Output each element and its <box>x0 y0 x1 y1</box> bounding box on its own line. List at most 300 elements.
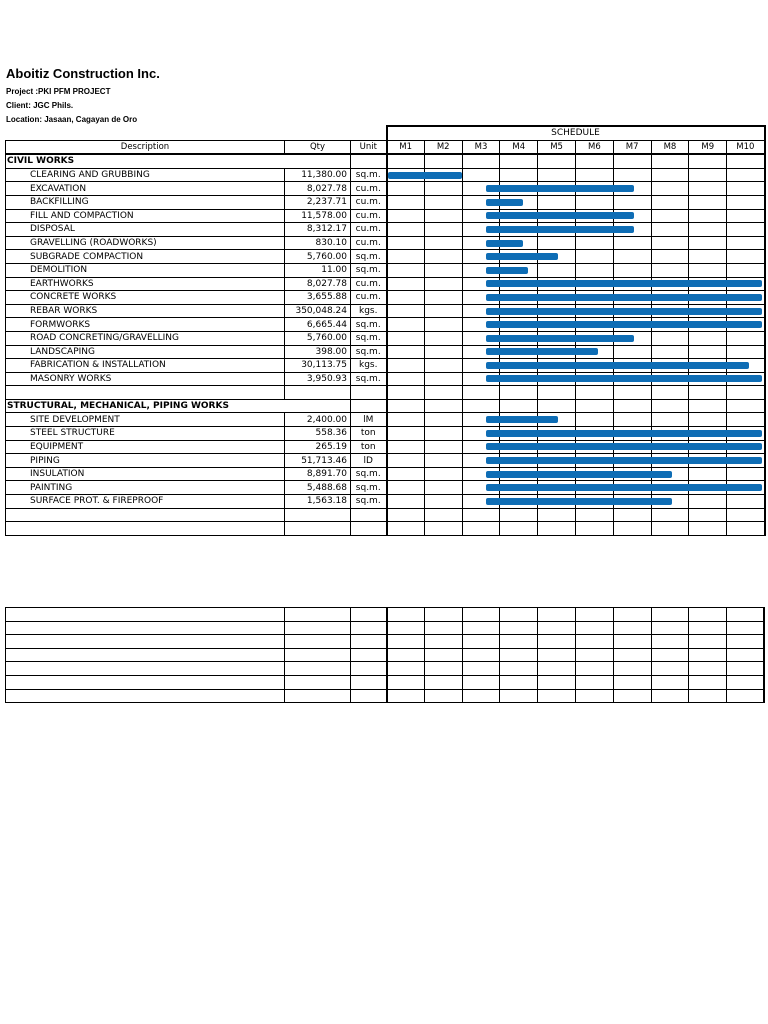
month-cell <box>613 359 651 373</box>
item-unit: sq.m. <box>351 263 387 277</box>
empty-cell <box>538 508 576 522</box>
item-unit: sq.m. <box>351 331 387 345</box>
month-cell <box>651 223 689 237</box>
month-cell <box>651 495 689 509</box>
empty-cell <box>689 648 727 662</box>
item-qty: 2,400.00 <box>285 413 351 427</box>
empty-cell <box>500 675 538 689</box>
month-cell <box>538 413 576 427</box>
item-qty: 30,113.75 <box>285 359 351 373</box>
blank-row <box>6 522 765 536</box>
empty-cell <box>424 635 462 649</box>
month-cell <box>613 427 651 441</box>
month-cell <box>424 236 462 250</box>
item-description: STEEL STRUCTURE <box>6 427 285 441</box>
empty-cell <box>285 675 351 689</box>
empty-cell <box>285 635 351 649</box>
month-cell <box>462 250 500 264</box>
empty-cell <box>500 399 538 413</box>
item-qty: 3,950.93 <box>285 372 351 386</box>
item-description: SUBGRADE COMPACTION <box>6 250 285 264</box>
header-month: M6 <box>575 140 613 154</box>
empty-cell <box>689 689 727 703</box>
empty-cell <box>424 621 462 635</box>
header-month: M1 <box>387 140 425 154</box>
item-unit: kgs. <box>351 304 387 318</box>
schedule-title-row <box>6 126 765 140</box>
month-cell <box>538 277 576 291</box>
item-description: LANDSCAPING <box>6 345 285 359</box>
month-cell <box>613 413 651 427</box>
empty-cell <box>689 399 727 413</box>
month-cell <box>727 168 765 182</box>
month-cell <box>575 277 613 291</box>
month-cell <box>575 413 613 427</box>
month-cell <box>689 359 727 373</box>
month-cell <box>424 318 462 332</box>
month-cell <box>651 263 689 277</box>
month-cell <box>424 331 462 345</box>
empty-cell <box>387 508 425 522</box>
table-row <box>6 304 765 318</box>
month-cell <box>387 359 425 373</box>
month-cell <box>575 427 613 441</box>
header-month: M9 <box>689 140 727 154</box>
month-cell <box>613 345 651 359</box>
month-cell <box>575 318 613 332</box>
month-cell <box>575 440 613 454</box>
schedule-title: SCHEDULE <box>387 126 765 140</box>
item-description: EARTHWORKS <box>6 277 285 291</box>
empty-cell <box>351 126 387 140</box>
empty-cell <box>727 662 765 676</box>
item-description: GRAVELLING (ROADWORKS) <box>6 236 285 250</box>
month-cell <box>689 209 727 223</box>
blank-row <box>6 675 765 689</box>
item-unit: sq.m. <box>351 467 387 481</box>
item-description: PAINTING <box>6 481 285 495</box>
month-cell <box>538 304 576 318</box>
empty-cell <box>351 508 387 522</box>
empty-cell <box>351 648 387 662</box>
month-cell <box>575 331 613 345</box>
table-row <box>6 359 765 373</box>
empty-cell <box>285 662 351 676</box>
month-cell <box>424 413 462 427</box>
item-unit: cu.m. <box>351 182 387 196</box>
empty-cell <box>351 522 387 536</box>
month-cell <box>727 359 765 373</box>
month-cell <box>689 454 727 468</box>
blank-row <box>6 662 765 676</box>
empty-cell <box>424 522 462 536</box>
month-cell <box>651 359 689 373</box>
month-cell <box>500 250 538 264</box>
month-cell <box>689 223 727 237</box>
empty-cell <box>462 522 500 536</box>
empty-cell <box>689 662 727 676</box>
month-cell <box>727 250 765 264</box>
item-qty: 558.36 <box>285 427 351 441</box>
item-description: EXCAVATION <box>6 182 285 196</box>
month-cell <box>500 413 538 427</box>
month-cell <box>500 427 538 441</box>
empty-cell <box>6 126 285 140</box>
month-cell <box>387 440 425 454</box>
empty-cell <box>613 635 651 649</box>
month-cell <box>538 427 576 441</box>
section-header-row <box>6 399 765 413</box>
month-cell <box>387 372 425 386</box>
item-qty: 11,380.00 <box>285 168 351 182</box>
empty-cell <box>727 508 765 522</box>
month-cell <box>651 277 689 291</box>
month-cell <box>651 331 689 345</box>
month-cell <box>613 304 651 318</box>
client-line: Client: JGC Phils. <box>6 101 74 110</box>
empty-cell <box>613 648 651 662</box>
empty-cell <box>538 635 576 649</box>
item-qty: 3,655.88 <box>285 291 351 305</box>
empty-cell <box>285 386 351 400</box>
month-cell <box>387 481 425 495</box>
header-month: M2 <box>424 140 462 154</box>
empty-cell <box>462 662 500 676</box>
empty-cell <box>689 675 727 689</box>
month-cell <box>727 291 765 305</box>
table-row <box>6 277 765 291</box>
section-title: STRUCTURAL, MECHANICAL, PIPING WORKS <box>6 399 351 413</box>
month-cell <box>462 182 500 196</box>
empty-cell <box>351 675 387 689</box>
empty-cell <box>500 608 538 622</box>
empty-cell <box>727 154 765 168</box>
blank-grid <box>5 607 765 703</box>
empty-cell <box>575 689 613 703</box>
table-row <box>6 236 765 250</box>
empty-cell <box>575 675 613 689</box>
month-cell <box>462 168 500 182</box>
empty-cell <box>538 522 576 536</box>
month-cell <box>538 291 576 305</box>
item-qty: 350,048.24 <box>285 304 351 318</box>
month-cell <box>689 304 727 318</box>
empty-cell <box>6 675 285 689</box>
item-description: SURFACE PROT. & FIREPROOF <box>6 495 285 509</box>
month-cell <box>727 413 765 427</box>
month-cell <box>462 345 500 359</box>
month-cell <box>424 209 462 223</box>
table-row <box>6 481 765 495</box>
empty-cell <box>351 635 387 649</box>
empty-cell <box>651 675 689 689</box>
month-cell <box>387 209 425 223</box>
empty-cell <box>538 386 576 400</box>
item-description: SITE DEVELOPMENT <box>6 413 285 427</box>
month-cell <box>689 318 727 332</box>
item-qty: 8,027.78 <box>285 277 351 291</box>
month-cell <box>387 223 425 237</box>
empty-cell <box>651 399 689 413</box>
header-month: M3 <box>462 140 500 154</box>
month-cell <box>424 481 462 495</box>
item-unit: kgs. <box>351 359 387 373</box>
month-cell <box>651 467 689 481</box>
empty-cell <box>387 689 425 703</box>
empty-cell <box>500 635 538 649</box>
header-unit: Unit <box>351 140 387 154</box>
month-cell <box>651 454 689 468</box>
month-cell <box>727 331 765 345</box>
empty-cell <box>424 675 462 689</box>
empty-cell <box>387 621 425 635</box>
header-month: M4 <box>500 140 538 154</box>
month-cell <box>613 277 651 291</box>
header-month: M10 <box>727 140 765 154</box>
empty-cell <box>387 662 425 676</box>
empty-cell <box>387 522 425 536</box>
month-cell <box>575 168 613 182</box>
blank-row <box>6 648 765 662</box>
month-cell <box>613 209 651 223</box>
month-cell <box>613 372 651 386</box>
table-row <box>6 209 765 223</box>
month-cell <box>689 168 727 182</box>
empty-cell <box>500 648 538 662</box>
empty-cell <box>651 621 689 635</box>
month-cell <box>538 372 576 386</box>
month-cell <box>651 209 689 223</box>
empty-cell <box>6 508 285 522</box>
month-cell <box>538 236 576 250</box>
empty-cell <box>462 675 500 689</box>
month-cell <box>462 263 500 277</box>
month-cell <box>613 263 651 277</box>
month-cell <box>575 359 613 373</box>
item-unit: sq.m. <box>351 372 387 386</box>
month-cell <box>500 467 538 481</box>
empty-cell <box>651 386 689 400</box>
month-cell <box>575 236 613 250</box>
blank-row <box>6 608 765 622</box>
empty-cell <box>351 621 387 635</box>
month-cell <box>500 318 538 332</box>
month-cell <box>575 195 613 209</box>
month-cell <box>575 467 613 481</box>
blank-row <box>6 508 765 522</box>
empty-cell <box>575 386 613 400</box>
month-cell <box>613 318 651 332</box>
empty-cell <box>6 689 285 703</box>
header-qty: Qty <box>285 140 351 154</box>
empty-cell <box>462 648 500 662</box>
section-title: CIVIL WORKS <box>6 154 351 168</box>
empty-cell <box>689 621 727 635</box>
empty-cell <box>387 399 425 413</box>
month-cell <box>613 195 651 209</box>
empty-cell <box>727 621 765 635</box>
empty-cell <box>285 689 351 703</box>
month-cell <box>424 440 462 454</box>
month-cell <box>424 427 462 441</box>
month-cell <box>651 195 689 209</box>
empty-cell <box>651 522 689 536</box>
table-row <box>6 250 765 264</box>
month-cell <box>538 331 576 345</box>
empty-cell <box>727 522 765 536</box>
month-cell <box>500 304 538 318</box>
item-description: CONCRETE WORKS <box>6 291 285 305</box>
empty-cell <box>613 386 651 400</box>
month-cell <box>651 182 689 196</box>
item-qty: 5,760.00 <box>285 250 351 264</box>
empty-cell <box>727 675 765 689</box>
empty-cell <box>575 608 613 622</box>
month-cell <box>727 454 765 468</box>
header-month: M7 <box>613 140 651 154</box>
month-cell <box>500 182 538 196</box>
item-description: CLEARING AND GRUBBING <box>6 168 285 182</box>
month-cell <box>462 359 500 373</box>
item-description: BACKFILLING <box>6 195 285 209</box>
empty-cell <box>6 621 285 635</box>
month-cell <box>689 250 727 264</box>
month-cell <box>424 277 462 291</box>
month-cell <box>500 454 538 468</box>
month-cell <box>613 440 651 454</box>
item-unit: sq.m. <box>351 318 387 332</box>
empty-cell <box>500 386 538 400</box>
month-cell <box>538 223 576 237</box>
month-cell <box>538 481 576 495</box>
item-qty: 2,237.71 <box>285 195 351 209</box>
month-cell <box>462 195 500 209</box>
item-unit: lD <box>351 454 387 468</box>
month-cell <box>575 304 613 318</box>
month-cell <box>387 291 425 305</box>
month-cell <box>500 372 538 386</box>
empty-cell <box>285 522 351 536</box>
month-cell <box>424 467 462 481</box>
empty-cell <box>387 635 425 649</box>
table-row <box>6 467 765 481</box>
blank-row <box>6 689 765 703</box>
month-cell <box>462 427 500 441</box>
month-cell <box>538 454 576 468</box>
empty-cell <box>351 662 387 676</box>
empty-cell <box>285 508 351 522</box>
month-cell <box>500 345 538 359</box>
item-unit: sq.m. <box>351 495 387 509</box>
empty-cell <box>351 386 387 400</box>
item-qty: 5,760.00 <box>285 331 351 345</box>
empty-cell <box>689 386 727 400</box>
month-cell <box>689 481 727 495</box>
month-cell <box>462 481 500 495</box>
month-cell <box>424 359 462 373</box>
item-qty: 8,027.78 <box>285 182 351 196</box>
month-cell <box>424 372 462 386</box>
month-cell <box>575 454 613 468</box>
item-unit: cu.m. <box>351 236 387 250</box>
empty-cell <box>462 399 500 413</box>
empty-cell <box>424 662 462 676</box>
month-cell <box>651 304 689 318</box>
month-cell <box>462 413 500 427</box>
empty-cell <box>500 689 538 703</box>
month-cell <box>538 209 576 223</box>
month-cell <box>387 413 425 427</box>
month-cell <box>689 331 727 345</box>
month-cell <box>727 277 765 291</box>
month-cell <box>538 168 576 182</box>
month-cell <box>575 223 613 237</box>
month-cell <box>500 236 538 250</box>
month-cell <box>575 182 613 196</box>
month-cell <box>727 318 765 332</box>
empty-cell <box>613 154 651 168</box>
month-cell <box>689 427 727 441</box>
month-cell <box>727 372 765 386</box>
month-cell <box>424 263 462 277</box>
empty-cell <box>727 689 765 703</box>
empty-cell <box>285 608 351 622</box>
empty-cell <box>500 662 538 676</box>
month-cell <box>462 318 500 332</box>
empty-cell <box>613 662 651 676</box>
table-row <box>6 223 765 237</box>
month-cell <box>575 481 613 495</box>
month-cell <box>462 209 500 223</box>
empty-cell <box>651 689 689 703</box>
empty-cell <box>575 648 613 662</box>
empty-cell <box>424 608 462 622</box>
month-cell <box>462 277 500 291</box>
month-cell <box>462 440 500 454</box>
table-row <box>6 427 765 441</box>
month-cell <box>424 291 462 305</box>
item-unit: sq.m. <box>351 168 387 182</box>
table-row <box>6 318 765 332</box>
empty-cell <box>387 648 425 662</box>
item-unit: ton <box>351 427 387 441</box>
company-name: Aboitiz Construction Inc. <box>6 66 160 81</box>
month-cell <box>689 263 727 277</box>
item-qty: 265.19 <box>285 440 351 454</box>
table-row <box>6 413 765 427</box>
month-cell <box>613 291 651 305</box>
empty-cell <box>6 522 285 536</box>
month-cell <box>462 467 500 481</box>
month-cell <box>727 495 765 509</box>
month-cell <box>462 454 500 468</box>
month-cell <box>689 182 727 196</box>
empty-cell <box>727 608 765 622</box>
empty-cell <box>387 608 425 622</box>
month-cell <box>651 318 689 332</box>
empty-cell <box>651 648 689 662</box>
month-cell <box>462 291 500 305</box>
month-cell <box>575 291 613 305</box>
month-cell <box>689 440 727 454</box>
empty-cell <box>500 154 538 168</box>
empty-cell <box>575 522 613 536</box>
location-line: Location: Jasaan, Cagayan de Oro <box>6 115 138 124</box>
month-cell <box>613 495 651 509</box>
item-description: INSULATION <box>6 467 285 481</box>
table-row <box>6 495 765 509</box>
month-cell <box>387 331 425 345</box>
